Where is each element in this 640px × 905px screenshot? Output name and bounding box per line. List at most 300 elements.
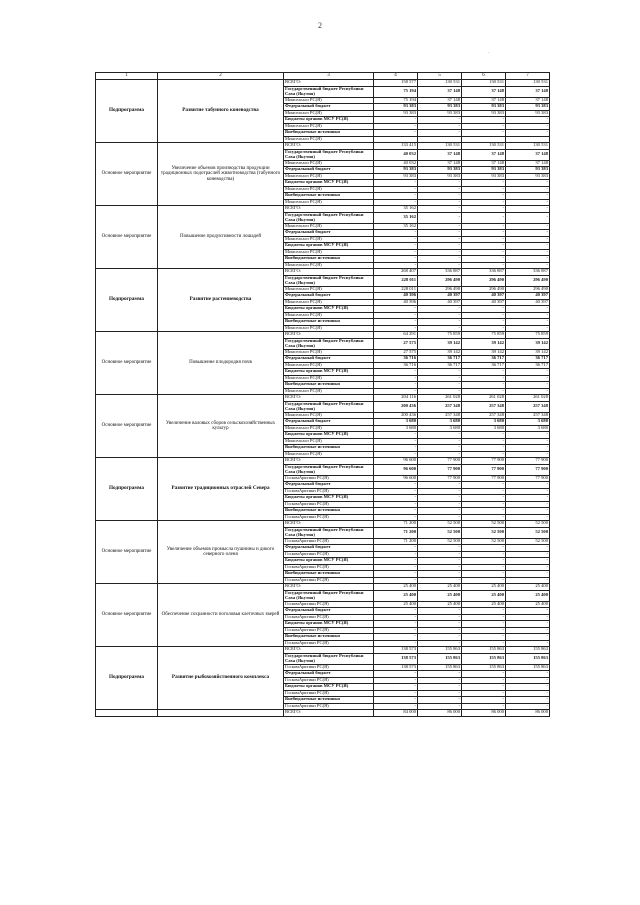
row-label: Минсельхоз РС(Я) [284, 110, 374, 117]
value-cell: - [506, 212, 550, 223]
value-cell: 40 397 [418, 299, 462, 306]
row-label: Федеральный бюджет [284, 293, 374, 300]
value-cell: - [506, 306, 550, 313]
row-label: ГоскомАрктики РС(Я) [284, 501, 374, 508]
value-cell: - [418, 488, 462, 495]
value-cell: - [462, 684, 506, 691]
value-cell: - [462, 577, 506, 584]
value-cell: - [506, 206, 550, 213]
row-label: Минсельхоз РС(Я) [284, 97, 374, 104]
value-cell: 37 148 [418, 97, 462, 104]
row-label: Минсельхоз РС(Я) [284, 136, 374, 143]
value-cell: - [418, 614, 462, 621]
value-cell: - [462, 243, 506, 250]
value-cell: - [462, 180, 506, 187]
value-cell: - [374, 249, 418, 256]
value-cell: - [506, 193, 550, 200]
row-label: Внебюджетные источники [284, 193, 374, 200]
value-cell: 257 348 [418, 401, 462, 412]
value-cell: 39 142 [418, 338, 462, 349]
value-cell: - [374, 495, 418, 502]
value-cell: - [418, 451, 462, 458]
value-cell: 93 383 [418, 104, 462, 111]
value-cell: - [374, 697, 418, 704]
value-cell: - [418, 230, 462, 237]
value-cell: - [418, 212, 462, 223]
value-cell: 40 397 [462, 299, 506, 306]
row-label: Государственный бюджет Республики Саха (Якутия) [284, 653, 374, 664]
value-cell: - [374, 256, 418, 263]
row-label: Федеральный бюджет [284, 356, 374, 363]
header-row [96, 73, 550, 80]
row-label: ГоскомАрктики РС(Я) [284, 601, 374, 608]
value-cell: 40 397 [418, 293, 462, 300]
value-cell: - [462, 123, 506, 130]
value-cell: - [506, 564, 550, 571]
value-cell: - [418, 495, 462, 502]
value-cell: 257 348 [506, 412, 550, 419]
value-cell: 52 500 [506, 538, 550, 545]
value-cell: 37 148 [462, 149, 506, 160]
value-cell: - [418, 306, 462, 313]
value-cell: - [418, 621, 462, 628]
value-cell: - [506, 571, 550, 578]
value-cell: 25 400 [506, 584, 550, 591]
value-cell: - [462, 451, 506, 458]
value-cell: 228 011 [374, 286, 418, 293]
row-label: Минсельхоз РС(Я) [284, 325, 374, 332]
value-cell: 40 397 [506, 299, 550, 306]
row-label: ГоскомАрктики РС(Я) [284, 614, 374, 621]
value-cell: - [418, 117, 462, 124]
value-cell: 296 490 [506, 286, 550, 293]
value-cell: - [418, 551, 462, 558]
row-label: ГоскомАрктики РС(Я) [284, 488, 374, 495]
value-cell: - [506, 677, 550, 684]
row-label: Государственный бюджет Республики Саха (Якутия) [284, 212, 374, 223]
value-cell: - [418, 375, 462, 382]
row-label: Федеральный бюджет [284, 671, 374, 678]
value-cell: - [506, 621, 550, 628]
value-cell: 130 531 [506, 80, 550, 87]
value-cell: - [506, 445, 550, 452]
value-cell: 52 500 [418, 527, 462, 538]
row-label: Минсельхоз РС(Я) [284, 199, 374, 206]
block-title: Развитие табунного коневодства [158, 80, 284, 143]
value-cell: 261 028 [506, 395, 550, 402]
value-cell: 71 200 [374, 521, 418, 528]
value-cell: 130 531 [418, 143, 462, 150]
block-type: Подпрограмма [96, 80, 158, 143]
value-cell: 155 863 [462, 647, 506, 654]
value-cell: 86 000 [462, 710, 506, 717]
total-row [96, 710, 550, 717]
value-cell: - [418, 243, 462, 250]
value-cell: - [462, 690, 506, 697]
value-cell: - [374, 117, 418, 124]
value-cell: 138 573 [374, 653, 418, 664]
row-label: Минсельхоз РС(Я) [284, 249, 374, 256]
row-label: Бюджеты органов МСУ РС(Я) [284, 621, 374, 628]
row-label: Минсельхоз РС(Я) [284, 286, 374, 293]
value-cell: - [506, 249, 550, 256]
value-cell: - [418, 319, 462, 326]
block-title: Увеличение валовых сборов сельскохозяйственных культур [158, 395, 284, 458]
value-cell: 77 900 [506, 464, 550, 475]
value-cell: - [462, 634, 506, 641]
value-cell: - [374, 130, 418, 137]
value-cell: - [374, 445, 418, 452]
row-label: Минсельхоз РС(Я) [284, 123, 374, 130]
value-cell: 296 490 [418, 275, 462, 286]
value-cell: - [462, 319, 506, 326]
value-cell: - [374, 677, 418, 684]
header-cell: 1 [96, 73, 158, 80]
row-label: ВСЕГО: [284, 647, 374, 654]
value-cell: - [462, 130, 506, 137]
value-cell: 138 573 [374, 647, 418, 654]
value-cell: - [418, 236, 462, 243]
value-cell: 3 680 [374, 419, 418, 426]
value-cell: - [374, 230, 418, 237]
value-cell: 261 028 [462, 395, 506, 402]
row-label: ВСЕГО: [284, 710, 374, 717]
value-cell: 75 859 [418, 332, 462, 339]
value-cell: - [462, 432, 506, 439]
value-cell: - [506, 438, 550, 445]
value-cell: 130 531 [462, 143, 506, 150]
value-cell: - [506, 130, 550, 137]
value-cell: - [418, 514, 462, 521]
block-title: Развитие растениеводства [158, 269, 284, 332]
value-cell: - [462, 703, 506, 710]
row-label: ВСЕГО: [284, 521, 374, 528]
header-cell: 5 [418, 73, 462, 80]
value-cell: - [506, 262, 550, 269]
value-cell: 25 400 [462, 590, 506, 601]
row-label: Минсельхоз РС(Я) [284, 223, 374, 230]
value-cell: - [462, 375, 506, 382]
value-cell: - [374, 488, 418, 495]
row-label: Внебюджетные источники [284, 571, 374, 578]
value-cell: - [462, 249, 506, 256]
row-label: ГоскомАрктики РС(Я) [284, 577, 374, 584]
block-type: Основное мероприятие [96, 584, 158, 647]
value-cell: - [462, 508, 506, 515]
row-label: Бюджеты органов МСУ РС(Я) [284, 432, 374, 439]
value-cell: - [374, 577, 418, 584]
value-cell: 3 680 [418, 419, 462, 426]
value-cell: 52 500 [506, 521, 550, 528]
value-cell: 75 859 [462, 332, 506, 339]
value-cell: - [462, 551, 506, 558]
value-cell: 3 680 [506, 419, 550, 426]
row-label: Бюджеты органов МСУ РС(Я) [284, 306, 374, 313]
value-cell: - [506, 514, 550, 521]
value-cell: - [374, 236, 418, 243]
value-cell: 93 383 [462, 104, 506, 111]
row-label: ГоскомАрктики РС(Я) [284, 677, 374, 684]
header-cell: 2 [158, 73, 284, 80]
value-cell: - [506, 577, 550, 584]
row-label: Минсельхоз РС(Я) [284, 425, 374, 432]
row-label: Федеральный бюджет [284, 104, 374, 111]
value-cell: 52 500 [418, 521, 462, 528]
value-cell: - [506, 123, 550, 130]
value-cell: 52 500 [462, 538, 506, 545]
row-label: Внебюджетные источники [284, 130, 374, 137]
value-cell: - [462, 482, 506, 489]
value-cell: - [462, 325, 506, 332]
value-cell: - [462, 193, 506, 200]
value-cell: 40 396 [374, 293, 418, 300]
value-cell: - [462, 388, 506, 395]
value-cell: - [506, 508, 550, 515]
row-label: Бюджеты органов МСУ РС(Я) [284, 117, 374, 124]
value-cell: - [462, 312, 506, 319]
block-type: Основное мероприятие [96, 206, 158, 269]
value-cell: - [374, 325, 418, 332]
value-cell: - [374, 369, 418, 376]
row-label: Минсельхоз РС(Я) [284, 438, 374, 445]
value-cell: - [418, 571, 462, 578]
value-cell: 93 383 [374, 173, 418, 180]
row-label: ГоскомАрктики РС(Я) [284, 538, 374, 545]
row-label: ГоскомАрктики РС(Я) [284, 514, 374, 521]
block-title: Развитие рыбохозяйственного комплекса [158, 647, 284, 710]
row-label: Государственный бюджет Республики Саха (Якутия) [284, 86, 374, 97]
value-cell: 296 490 [462, 286, 506, 293]
row-label: Бюджеты органов МСУ РС(Я) [284, 684, 374, 691]
value-cell: 39 142 [418, 349, 462, 356]
row-label: Минсельхоз РС(Я) [284, 375, 374, 382]
row-label: Внебюджетные источники [284, 697, 374, 704]
value-cell: - [374, 684, 418, 691]
value-cell: - [506, 243, 550, 250]
value-cell: 257 348 [418, 412, 462, 419]
budget-table [95, 72, 550, 717]
value-cell: - [418, 388, 462, 395]
value-cell: - [374, 514, 418, 521]
value-cell: 36 717 [462, 362, 506, 369]
value-cell: 40 032 [374, 160, 418, 167]
value-cell: 155 863 [506, 653, 550, 664]
value-cell: - [374, 571, 418, 578]
value-cell: - [506, 256, 550, 263]
value-cell: - [418, 438, 462, 445]
value-cell: 37 148 [462, 160, 506, 167]
value-cell: - [418, 697, 462, 704]
value-cell: 130 531 [462, 80, 506, 87]
value-cell: 25 400 [374, 601, 418, 608]
value-cell: - [418, 482, 462, 489]
value-cell: 36 716 [374, 362, 418, 369]
value-cell: - [374, 123, 418, 130]
row-label: Федеральный бюджет [284, 608, 374, 615]
page-mark: . [488, 50, 490, 55]
value-cell: 52 500 [462, 527, 506, 538]
row-label: Бюджеты органов МСУ РС(Я) [284, 180, 374, 187]
value-cell: - [374, 558, 418, 565]
value-cell: - [506, 382, 550, 389]
row-label: Государственный бюджет Республики Саха (Якутия) [284, 590, 374, 601]
value-cell: - [506, 545, 550, 552]
value-cell: 37 148 [506, 86, 550, 97]
value-cell: - [462, 236, 506, 243]
value-cell: 93 383 [506, 110, 550, 117]
value-cell: 75 194 [374, 86, 418, 97]
header-cell: 7 [506, 73, 550, 80]
block-title: Повышение продуктивности лошадей [158, 206, 284, 269]
value-cell: - [418, 690, 462, 697]
value-cell: - [462, 571, 506, 578]
value-cell: - [374, 451, 418, 458]
row-label: Бюджеты органов МСУ РС(Я) [284, 558, 374, 565]
value-cell: - [374, 703, 418, 710]
value-cell: 93 383 [374, 167, 418, 174]
row-label: ГоскомАрктики РС(Я) [284, 690, 374, 697]
value-cell: - [418, 671, 462, 678]
value-cell: - [374, 690, 418, 697]
value-cell: - [418, 640, 462, 647]
value-cell: - [506, 369, 550, 376]
value-cell: - [506, 236, 550, 243]
row-label: ГоскомАрктики РС(Я) [284, 551, 374, 558]
block-title-empty [158, 710, 284, 717]
value-cell: - [506, 117, 550, 124]
value-cell: - [506, 501, 550, 508]
value-cell: - [462, 545, 506, 552]
value-cell: 36 717 [418, 356, 462, 363]
value-cell: 25 400 [418, 590, 462, 601]
row-label: Минсельхоз РС(Я) [284, 299, 374, 306]
row-label: Минсельхоз РС(Я) [284, 412, 374, 419]
value-cell: 40 397 [462, 293, 506, 300]
value-cell: - [374, 640, 418, 647]
value-cell: - [374, 199, 418, 206]
value-cell: 77 900 [462, 458, 506, 465]
value-cell: - [506, 230, 550, 237]
value-cell: 93 383 [462, 110, 506, 117]
value-cell: 96 600 [374, 464, 418, 475]
value-cell: 257 348 [462, 401, 506, 412]
value-cell: 71 200 [374, 538, 418, 545]
value-cell: - [506, 312, 550, 319]
row-label: Минсельхоз РС(Я) [284, 451, 374, 458]
row-label: ВСЕГО: [284, 332, 374, 339]
value-cell: 37 148 [418, 86, 462, 97]
block-title: Увеличение объемов производства продукции традиционных подотраслей животноводства (табунного коневодства) [158, 143, 284, 206]
value-cell: 155 863 [462, 664, 506, 671]
value-cell: 37 148 [418, 149, 462, 160]
value-cell: - [374, 432, 418, 439]
value-cell: - [462, 212, 506, 223]
row-label: Минсельхоз РС(Я) [284, 262, 374, 269]
value-cell: 36 717 [462, 356, 506, 363]
value-cell: - [374, 627, 418, 634]
block-type: Подпрограмма [96, 647, 158, 710]
row-label: ГоскомАрктики РС(Я) [284, 627, 374, 634]
row-label: Минсельхоз РС(Я) [284, 173, 374, 180]
value-cell: - [462, 230, 506, 237]
row-label: Федеральный бюджет [284, 167, 374, 174]
value-cell: - [418, 262, 462, 269]
value-cell: 96 600 [374, 475, 418, 482]
value-cell: 257 348 [506, 401, 550, 412]
value-cell: - [418, 684, 462, 691]
block-type: Подпрограмма [96, 458, 158, 521]
value-cell: - [374, 621, 418, 628]
value-cell: 35 162 [374, 206, 418, 213]
value-cell: 296 490 [506, 275, 550, 286]
value-cell: 261 028 [418, 395, 462, 402]
row-label: Федеральный бюджет [284, 230, 374, 237]
value-cell: 25 400 [418, 584, 462, 591]
value-cell: - [506, 199, 550, 206]
row-label: Федеральный бюджет [284, 545, 374, 552]
value-cell: 40 032 [374, 149, 418, 160]
value-cell: - [506, 627, 550, 634]
value-cell: - [418, 445, 462, 452]
value-cell: - [418, 180, 462, 187]
value-cell: - [418, 627, 462, 634]
value-cell: - [462, 256, 506, 263]
value-cell: 39 142 [506, 349, 550, 356]
value-cell: - [462, 501, 506, 508]
value-cell: - [462, 621, 506, 628]
value-cell: 52 500 [462, 521, 506, 528]
value-cell: 37 148 [506, 97, 550, 104]
value-cell: - [462, 614, 506, 621]
value-cell: - [506, 319, 550, 326]
value-cell: 77 900 [462, 475, 506, 482]
value-cell: 155 863 [418, 653, 462, 664]
value-cell: - [374, 551, 418, 558]
value-cell: 52 500 [506, 527, 550, 538]
value-cell: - [418, 558, 462, 565]
row-label: Государственный бюджет Республики Саха (Якутия) [284, 275, 374, 286]
value-cell: 130 531 [506, 143, 550, 150]
value-cell: - [418, 382, 462, 389]
row-label: Внебюджетные источники [284, 445, 374, 452]
value-cell: - [374, 608, 418, 615]
value-cell: - [462, 262, 506, 269]
block-title: Увеличение объемов промысла пушнины и дикого северного оленя [158, 521, 284, 584]
value-cell: - [374, 482, 418, 489]
value-cell: - [506, 180, 550, 187]
value-cell: 200 436 [374, 412, 418, 419]
value-cell: - [418, 186, 462, 193]
value-cell: - [418, 564, 462, 571]
value-cell: - [418, 206, 462, 213]
value-cell: - [462, 671, 506, 678]
value-cell: - [374, 186, 418, 193]
value-cell: 86 000 [418, 710, 462, 717]
row-label: Федеральный бюджет [284, 482, 374, 489]
value-cell: - [374, 564, 418, 571]
value-cell: - [374, 545, 418, 552]
value-cell: - [506, 671, 550, 678]
value-cell: - [462, 206, 506, 213]
row-label: Государственный бюджет Республики Саха (Якутия) [284, 464, 374, 475]
value-cell: 39 142 [462, 338, 506, 349]
row-label: ВСЕГО: [284, 80, 374, 87]
value-cell: 39 142 [506, 338, 550, 349]
value-cell: 130 531 [418, 80, 462, 87]
value-cell: 36 717 [418, 362, 462, 369]
value-cell: 36 717 [506, 362, 550, 369]
value-cell: 77 900 [462, 464, 506, 475]
